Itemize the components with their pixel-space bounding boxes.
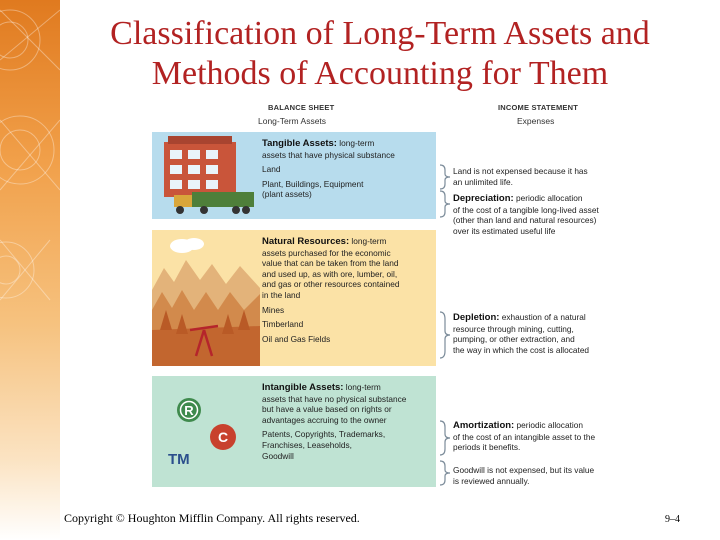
brace-depletion bbox=[438, 311, 452, 359]
depletion-heading: Depletion: bbox=[453, 312, 500, 323]
turbine-pattern-graphic bbox=[0, 0, 60, 540]
registered-symbol: R bbox=[184, 403, 194, 418]
natural-desc-5: and gas or other resources contained bbox=[262, 279, 400, 290]
intangible-assets-text bbox=[262, 382, 434, 461]
depreciation-heading: Depreciation: bbox=[453, 193, 514, 204]
forest-oil-illustration bbox=[152, 230, 260, 366]
expenses-label: Expenses bbox=[517, 116, 555, 126]
copyright-symbol: C bbox=[217, 429, 229, 445]
intangible-desc-2: assets that have no physical substance bbox=[262, 393, 407, 404]
depreciation-line-2: of the cost of a tangible long-lived asset bbox=[453, 204, 599, 215]
intangible-assets-panel bbox=[152, 376, 436, 487]
goodwill-line-1: Goodwill is not expensed, but its value bbox=[453, 465, 595, 475]
natural-resources-panel bbox=[152, 230, 436, 366]
brace-amortization bbox=[438, 420, 452, 456]
depreciation-line-4: over its estimated useful life bbox=[453, 225, 556, 236]
copyright-footer: Copyright © Houghton Mifflin Company. All rights reserved. bbox=[64, 511, 360, 525]
intangible-desc-3: but have a value based on rights or bbox=[262, 404, 392, 415]
land-note-line-2: an unlimited life. bbox=[453, 176, 513, 187]
natural-resources-text bbox=[262, 236, 434, 344]
brace-goodwill bbox=[438, 460, 452, 486]
building-truck-illustration bbox=[152, 132, 260, 219]
amortization-heading: Amortization: bbox=[453, 420, 515, 431]
decorative-side-strip bbox=[0, 0, 60, 540]
amortization-note bbox=[453, 420, 633, 453]
amortization-line-2: of the cost of an intangible asset to the bbox=[453, 431, 596, 442]
depletion-line-1: exhaustion of a natural bbox=[499, 312, 586, 322]
tangible-desc-2: assets that have physical substance bbox=[262, 149, 395, 160]
goodwill-line-2: is reviewed annually. bbox=[453, 475, 530, 486]
income-statement-header: INCOME STATEMENT bbox=[498, 103, 579, 112]
trademark-symbol: TM bbox=[168, 451, 190, 468]
intangible-item-patents: Patents, Copyrights, Trademarks, bbox=[262, 429, 386, 440]
land-note-line-1: Land is not expensed because it has bbox=[453, 166, 588, 176]
natural-desc-1: long-term bbox=[349, 236, 387, 246]
tangible-desc-1: long-term bbox=[336, 138, 375, 148]
tangible-item-plant: Plant, Buildings, Equipment bbox=[262, 178, 364, 189]
depletion-line-4: the way in which the cost is allocated bbox=[453, 344, 590, 355]
tangible-assets-panel bbox=[152, 132, 436, 219]
depreciation-line-3: (other than land and natural resources) bbox=[453, 215, 597, 226]
natural-desc-2: assets purchased for the economic bbox=[262, 247, 391, 258]
intangible-item-goodwill: Goodwill bbox=[262, 450, 294, 461]
trademark-symbols-illustration bbox=[152, 376, 260, 487]
long-term-assets-label: Long-Term Assets bbox=[258, 116, 327, 126]
tangible-item-plant-assets: (plant assets) bbox=[262, 189, 312, 200]
intangible-desc-4: advantages accruing to the owner bbox=[262, 414, 387, 425]
depreciation-note bbox=[453, 193, 633, 236]
depletion-line-2: resource through mining, cutting, bbox=[453, 323, 574, 334]
amortization-line-3: periods it benefits. bbox=[453, 442, 521, 453]
natural-desc-4: and used up, as with ore, lumber, oil, bbox=[262, 268, 398, 279]
slide-title bbox=[60, 14, 700, 94]
tangible-item-land: Land bbox=[262, 164, 281, 175]
brace-depreciation bbox=[438, 190, 452, 218]
natural-resources-heading: Natural Resources: bbox=[262, 236, 350, 247]
title-line-2: Methods of Accounting for Them bbox=[151, 55, 609, 92]
natural-desc-6: in the land bbox=[262, 289, 301, 300]
depletion-line-3: pumping, or other extraction, and bbox=[453, 334, 575, 345]
natural-item-mines: Mines bbox=[262, 304, 285, 315]
intangible-item-franchises: Franchises, Leaseholds, bbox=[262, 439, 352, 450]
brace-land bbox=[438, 164, 452, 190]
intangible-assets-heading: Intangible Assets: bbox=[262, 382, 344, 393]
balance-sheet-header: BALANCE SHEET bbox=[268, 103, 335, 112]
amortization-line-1: periodic allocation bbox=[514, 420, 583, 430]
tangible-assets-text bbox=[262, 138, 434, 200]
depreciation-line-1: periodic allocation bbox=[513, 193, 583, 203]
tangible-assets-heading: Tangible Assets: bbox=[262, 138, 337, 149]
depletion-note bbox=[453, 312, 633, 355]
title-line-1: Classification of Long-Term Assets and bbox=[110, 15, 650, 52]
land-expense-note bbox=[453, 166, 633, 187]
natural-item-timberland: Timberland bbox=[262, 319, 304, 330]
intangible-desc-1: long-term bbox=[343, 382, 381, 392]
page-number: 9–4 bbox=[665, 514, 680, 525]
natural-desc-3: value that can be taken from the land bbox=[262, 258, 399, 269]
natural-item-oil-gas: Oil and Gas Fields bbox=[262, 333, 331, 344]
goodwill-note bbox=[453, 465, 633, 486]
